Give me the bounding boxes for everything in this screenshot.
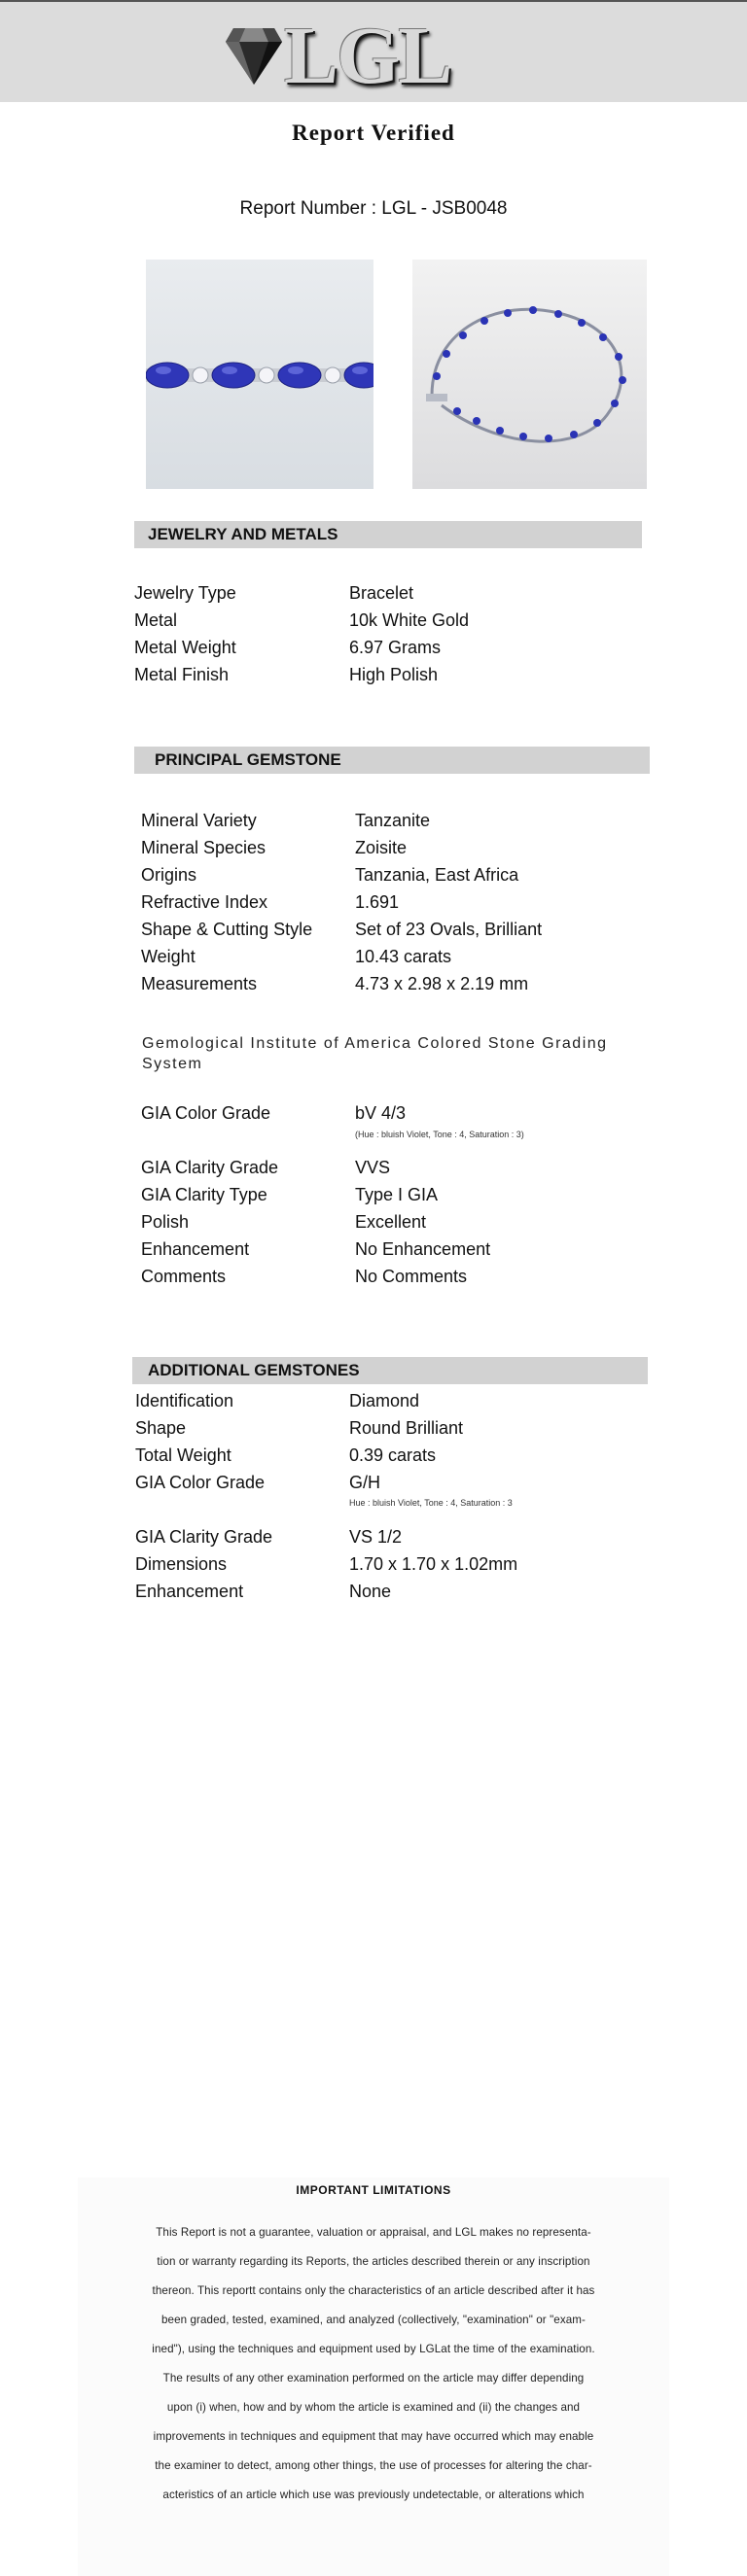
row-value: No Enhancement [355,1239,491,1259]
row-label: Weight [141,947,196,966]
row-label: Mineral Species [141,838,267,857]
bracelet-closeup-photo [146,260,374,489]
row-value: 0.39 carats [349,1445,437,1465]
row-value: 10.43 carats [355,947,452,966]
row-label: Enhancement [135,1582,244,1601]
row-value: No Comments [355,1267,468,1286]
gia-system-heading: Gemological Institute of America Colored Stone Grading System [142,1035,608,1072]
limitations-line: This Report is not a guarantee, valuation or appraisal, and LGL makes no representa- [156,2226,591,2239]
limitations-line: thereon. This reportt contains only the characteristics of an article described after it has [152,2284,595,2297]
limitations-line: tion or warranty regarding its Reports, the articles described therein or any inscription [157,2255,590,2268]
row-label: Metal Finish [134,665,230,684]
row-label: Mineral Variety [141,811,257,830]
row-label: Enhancement [141,1239,250,1259]
row-label: Measurements [141,974,258,993]
row-label: Metal [134,610,178,630]
limitations-title: IMPORTANT LIMITATIONS [296,2183,451,2197]
header-banner [0,0,747,102]
logo-text: LGL [284,11,451,101]
row-label: Refractive Index [141,892,268,912]
row-label: Shape & Cutting Style [141,920,313,939]
diamond-logo-icon [226,26,282,87]
row-value: VS 1/2 [349,1527,403,1547]
row-label: Jewelry Type [134,583,236,603]
section-header-additional: ADDITIONAL GEMSTONES [132,1357,648,1384]
row-value: 1.691 [355,892,400,912]
limitations-line: the examiner to detect, among other things, the use of processes for altering the char- [155,2459,592,2472]
row-value: 1.70 x 1.70 x 1.02mm [349,1554,518,1574]
row-label: GIA Color Grade [135,1473,266,1492]
section-header-principal: PRINCIPAL GEMSTONE [134,747,650,774]
limitations-line: been graded, tested, examined, and analyzed (collectively, "examination" or "exam- [160,2314,586,2326]
row-value: 6.97 Grams [349,638,442,657]
report-title: Report Verified [292,121,455,145]
limitations-line: acteristics of an article which use was previously undetectable, or alterations which [162,2489,585,2501]
bracelet-full-photo [412,260,647,489]
row-value: G/H [349,1473,381,1492]
row-label: Polish [141,1212,190,1232]
row-value: None [349,1582,392,1601]
row-value: Diamond [349,1391,420,1410]
row-label: GIA Clarity Grade [141,1158,279,1177]
row-value: High Polish [349,665,439,684]
row-value: Tanzania, East Africa [355,865,519,885]
limitations-line: The results of any other examination performed on the article may differ depending [162,2372,585,2385]
report-number: Report Number : LGL - JSB0048 [239,198,508,219]
row-value: VVS [355,1158,391,1177]
row-label: Shape [135,1418,187,1438]
row-label: Comments [141,1267,227,1286]
row-value: Tanzanite [355,811,431,830]
row-label: Metal Weight [134,638,236,657]
row-value: Set of 23 Ovals, Brilliant [355,920,543,939]
row-value: bV 4/3 [355,1103,407,1123]
row-label: Origins [141,865,197,885]
row-label: Total Weight [135,1445,231,1465]
row-value: Round Brilliant [349,1418,464,1438]
row-value: Excellent [355,1212,427,1232]
row-label: GIA Clarity Grade [135,1527,273,1547]
color-grade-note: Hue : bluish Violet, Tone : 4, Saturation : 3 [349,1498,513,1508]
row-label: Identification [135,1391,234,1410]
lgl-logo [226,11,451,101]
row-value: Zoisite [355,838,408,857]
color-grade-note: (Hue : bluish Violet, Tone : 4, Saturation : 3) [355,1130,524,1139]
row-value: 10k White Gold [349,610,470,630]
row-label: GIA Clarity Type [141,1185,267,1204]
limitations-line: upon (i) when, how and by whom the article is examined and (ii) the changes and [166,2401,581,2414]
limitations-line: ined"), using the techniques and equipment used by LGLat the time of the examination. [152,2343,595,2355]
limitations-line: improvements in techniques and equipment that may have occurred which may enable [153,2430,594,2443]
row-value: Bracelet [349,583,414,603]
row-label: Dimensions [135,1554,228,1574]
section-header-jewelry: JEWELRY AND METALS [134,521,642,548]
row-value: 4.73 x 2.98 x 2.19 mm [355,974,529,993]
row-label: GIA Color Grade [141,1103,271,1123]
row-value: Type I GIA [355,1185,439,1204]
